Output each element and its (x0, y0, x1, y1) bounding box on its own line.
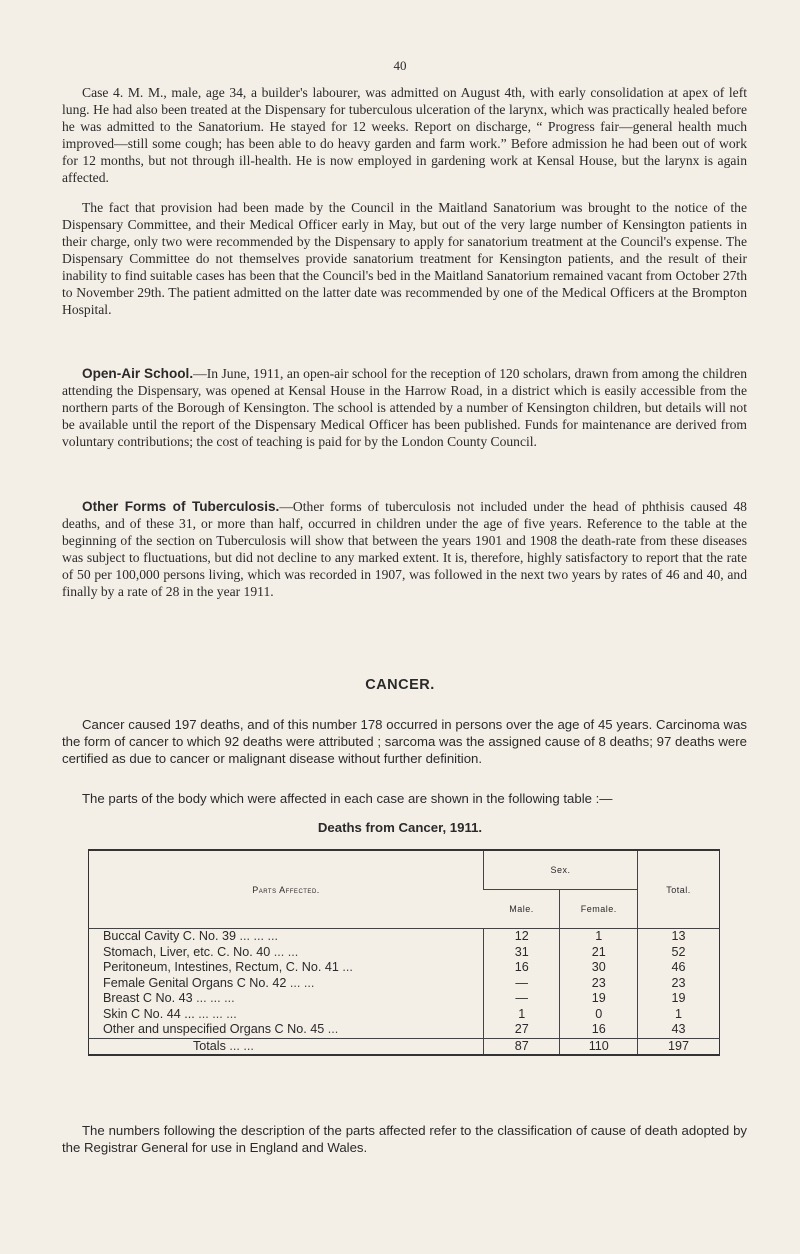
row-total-value: 13 (638, 929, 720, 945)
row-part-label: Female Genital Organs C No. 42 ... ... (103, 975, 315, 990)
header-male: Male. (484, 890, 560, 929)
totals-female-value: 110 (560, 1038, 638, 1055)
row-total-value: 19 (638, 991, 720, 1007)
row-female-value: 0 (560, 1007, 638, 1023)
totals-male-value: 87 (484, 1038, 560, 1055)
table-row (89, 945, 720, 961)
table-title: Deaths from Cancer, 1911. (317, 820, 483, 835)
row-male-value: 12 (484, 929, 560, 945)
table-row (89, 960, 720, 976)
cancer-table-intro: The parts of the body which were affected in each case are shown in the following table :— (82, 791, 613, 806)
case-4-paragraph: Case 4. M. M., male, age 34, a builder's labourer, was admitted on August 4th, with early consolidation at apex of left lung. He had also been treated at the Dispensary for tuberculous ulceration of the larynx, which was practically healed before he was admitted to the Sanatorium. He stayed for 12 weeks. Report on discharge, “ Progress fair—general health much improved—still some cough; has been able to do heavy garden and farm work.” Before admission he had been out of work for 12 months, but not through ill-health. He is now employed in gardening work at Kensal House, but the larynx is again affected. (62, 85, 747, 185)
open-air-school-paragraph (62, 365, 747, 450)
row-total-value: 43 (638, 1022, 720, 1038)
table-row (89, 1007, 720, 1023)
page-number: 40 (393, 58, 407, 73)
row-female-value: 1 (560, 929, 638, 945)
row-part-label: Stomach, Liver, etc. C. No. 40 ... ... (103, 944, 299, 959)
other-forms-heading: Other Forms of Tuberculosis. (82, 499, 280, 514)
row-total-value: 23 (638, 976, 720, 992)
table-row (89, 991, 720, 1007)
row-female-value: 23 (560, 976, 638, 992)
open-air-school-heading: Open-Air School. (82, 366, 194, 381)
table-row (89, 976, 720, 992)
row-male-value: 31 (484, 945, 560, 961)
header-parts-affected: Parts Affected. (89, 850, 484, 929)
row-male-value: 16 (484, 960, 560, 976)
totals-total-value: 197 (638, 1038, 720, 1055)
row-female-value: 21 (560, 945, 638, 961)
header-female: Female. (560, 890, 638, 929)
row-male-value: 27 (484, 1022, 560, 1038)
totals-label-cell: Totals ... ... (89, 1038, 484, 1055)
row-part-label: Peritoneum, Intestines, Rectum, C. No. 41 ... (103, 960, 353, 974)
row-total-value: 1 (638, 1007, 720, 1023)
header-total: Total. (638, 850, 720, 929)
row-male-value: — (484, 976, 560, 992)
row-female-value: 19 (560, 991, 638, 1007)
row-part-label: Other and unspecified Organs C No. 45 ... (103, 1022, 339, 1036)
other-forms-paragraph (62, 498, 747, 600)
row-male-value: 1 (484, 1007, 560, 1023)
table-row (89, 1022, 720, 1038)
row-part-label: Buccal Cavity C. No. 39 ... ... ... (103, 929, 278, 943)
row-male-value: — (484, 991, 560, 1007)
row-total-value: 52 (638, 945, 720, 961)
open-air-school-text: —In June, 1911, an open-air school for the reception of 120 scholars, drawn from among the children attending the Dispensary, was opened at Kensal House in the Harrow Road, in a district which is easily accessible from the northern parts of the Borough of Kensington. The school is attended by a number of Kensington children, but details will not be available until the report of the Dispensary Medical Officer has been published. Funds for maintenance are derived from voluntary contributions; the cost of teaching is paid for by the London County Council. (62, 366, 747, 449)
table-row (89, 929, 720, 945)
row-part-label: Breast C No. 43 ... ... ... (103, 991, 235, 1005)
table-footnote: The numbers following the description of the parts affected refer to the classification of cause of death adopted by the Registrar General for use in England and Wales. (62, 1123, 747, 1155)
row-female-value: 30 (560, 960, 638, 976)
totals-row (89, 1038, 720, 1055)
row-total-value: 46 (638, 960, 720, 976)
cancer-paragraph: Cancer caused 197 deaths, and of this number 178 occurred in persons over the age of 45 years. Carcinoma was the form of cancer to which 92 deaths were attributed ; sarcoma was the assigned cause of 8 deaths; 97 deaths were certified as due to cancer or malignant disease without further definition. (62, 717, 747, 766)
header-sex: Sex. (484, 850, 638, 890)
row-part-label: Skin C No. 44 ... ... ... ... (103, 1006, 237, 1021)
deaths-from-cancer-table (88, 849, 720, 1056)
provision-paragraph: The fact that provision had been made by the Council in the Maitland Sanatorium was brought to the notice of the Dispensary Committee, and their Medical Officer early in May, but out of the very large number of Kensington patients in their charge, only two were recommended by the Dispensary to apply for sanatorium treatment at the Council's expense. The Dispensary Committee do not themselves provide sanatorium treatment for Kensington patients, and the result of their inability to find suitable cases has been that the Council's bed in the Maitland Sanatorium remained vacant from October 27th to November 29th. The patient admitted on the latter date was recommended by one of the Medical Officers at the Brompton Hospital. (62, 200, 747, 317)
row-female-value: 16 (560, 1022, 638, 1038)
other-forms-text: —Other forms of tuberculosis not included under the head of phthisis caused 48 deaths, and of these 31, or more than half, occurred in children under the age of five years. Reference to the table at the beginning of the section on Tuberculosis will show that between the years 1901 and 1908 the death-rate from these diseases was subject to fluctuations, but did not decline to any marked extent. It is, therefore, highly satisfactory to report that the rate of 50 per 100,000 persons living, which was recorded in 1907, was followed in the next two years by rates of 46 and 40, and finally by a rate of 28 in the year 1911. (62, 499, 747, 599)
cancer-heading: CANCER. (365, 677, 435, 693)
totals-label: Totals (193, 1038, 226, 1053)
